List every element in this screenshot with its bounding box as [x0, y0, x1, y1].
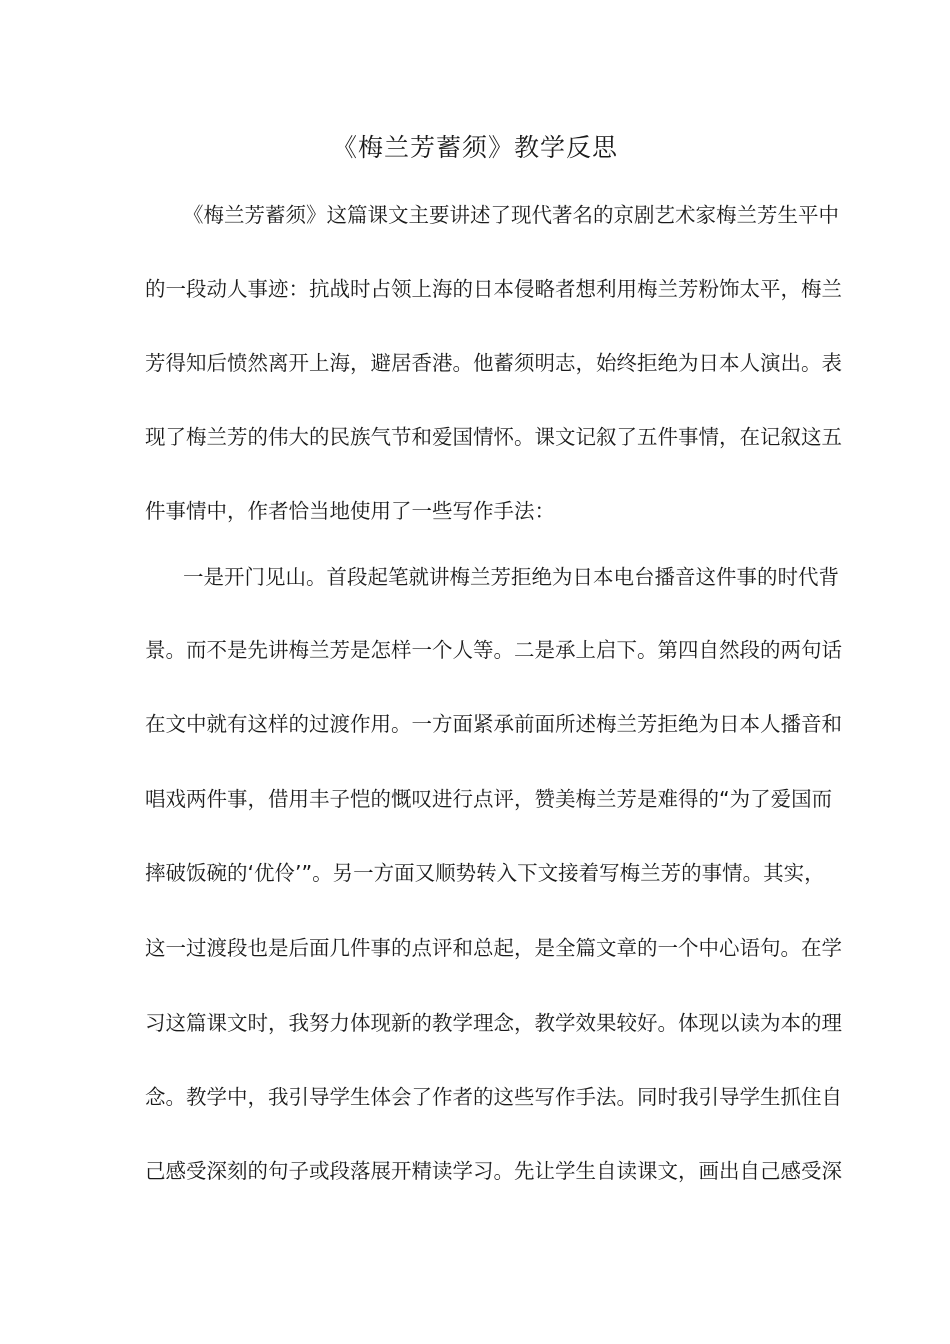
paragraph-line: 芳得知后愤然离开上海，避居香港。他蓄须明志，始终拒绝为日本人演出。表: [145, 351, 842, 375]
paragraph-line: 念。教学中，我引导学生体会了作者的这些写作手法。同时我引导学生抓住自: [145, 1085, 842, 1109]
paragraph-line: 唱戏两件事，借用丰子恺的慨叹进行点评，赞美梅兰芳是难得的“为了爱国而: [145, 787, 833, 811]
paragraph-line: 摔破饭碗的‘优伶’”。另一方面又顺势转入下文接着写梅兰芳的事情。其实，: [145, 861, 825, 885]
paragraph-line: 《梅兰芳蓄须》这篇课文主要讲述了现代著名的京剧艺术家梅兰芳生平中: [183, 203, 839, 227]
paragraph-line: 现了梅兰芳的伟大的民族气节和爱国情怀。课文记叙了五件事情，在记叙这五: [145, 425, 842, 449]
paragraph-line: 己感受深刻的句子或段落展开精读学习。先让学生自读课文，画出自己感受深: [145, 1159, 842, 1183]
paragraph-line: 件事情中，作者恰当地使用了一些写作手法：: [145, 499, 555, 523]
paragraph-line: 景。而不是先讲梅兰芳是怎样一个人等。二是承上启下。第四自然段的两句话: [145, 638, 842, 662]
paragraph-line: 的一段动人事迹：抗战时占领上海的日本侵略者想利用梅兰芳粉饰太平，梅兰: [145, 277, 842, 301]
paragraph-line: 一是开门见山。首段起笔就讲梅兰芳拒绝为日本电台播音这件事的时代背: [183, 565, 839, 589]
paragraph-line: 这一过渡段也是后面几件事的点评和总起，是全篇文章的一个中心语句。在学: [145, 936, 842, 960]
document-title: 《梅兰芳蓄须》教学反思: [331, 133, 618, 162]
paragraph-line: 在文中就有这样的过渡作用。一方面紧承前面所述梅兰芳拒绝为日本人播音和: [145, 712, 842, 736]
paragraph-line: 习这篇课文时，我努力体现新的教学理念，教学效果较好。体现以读为本的理: [145, 1011, 842, 1035]
